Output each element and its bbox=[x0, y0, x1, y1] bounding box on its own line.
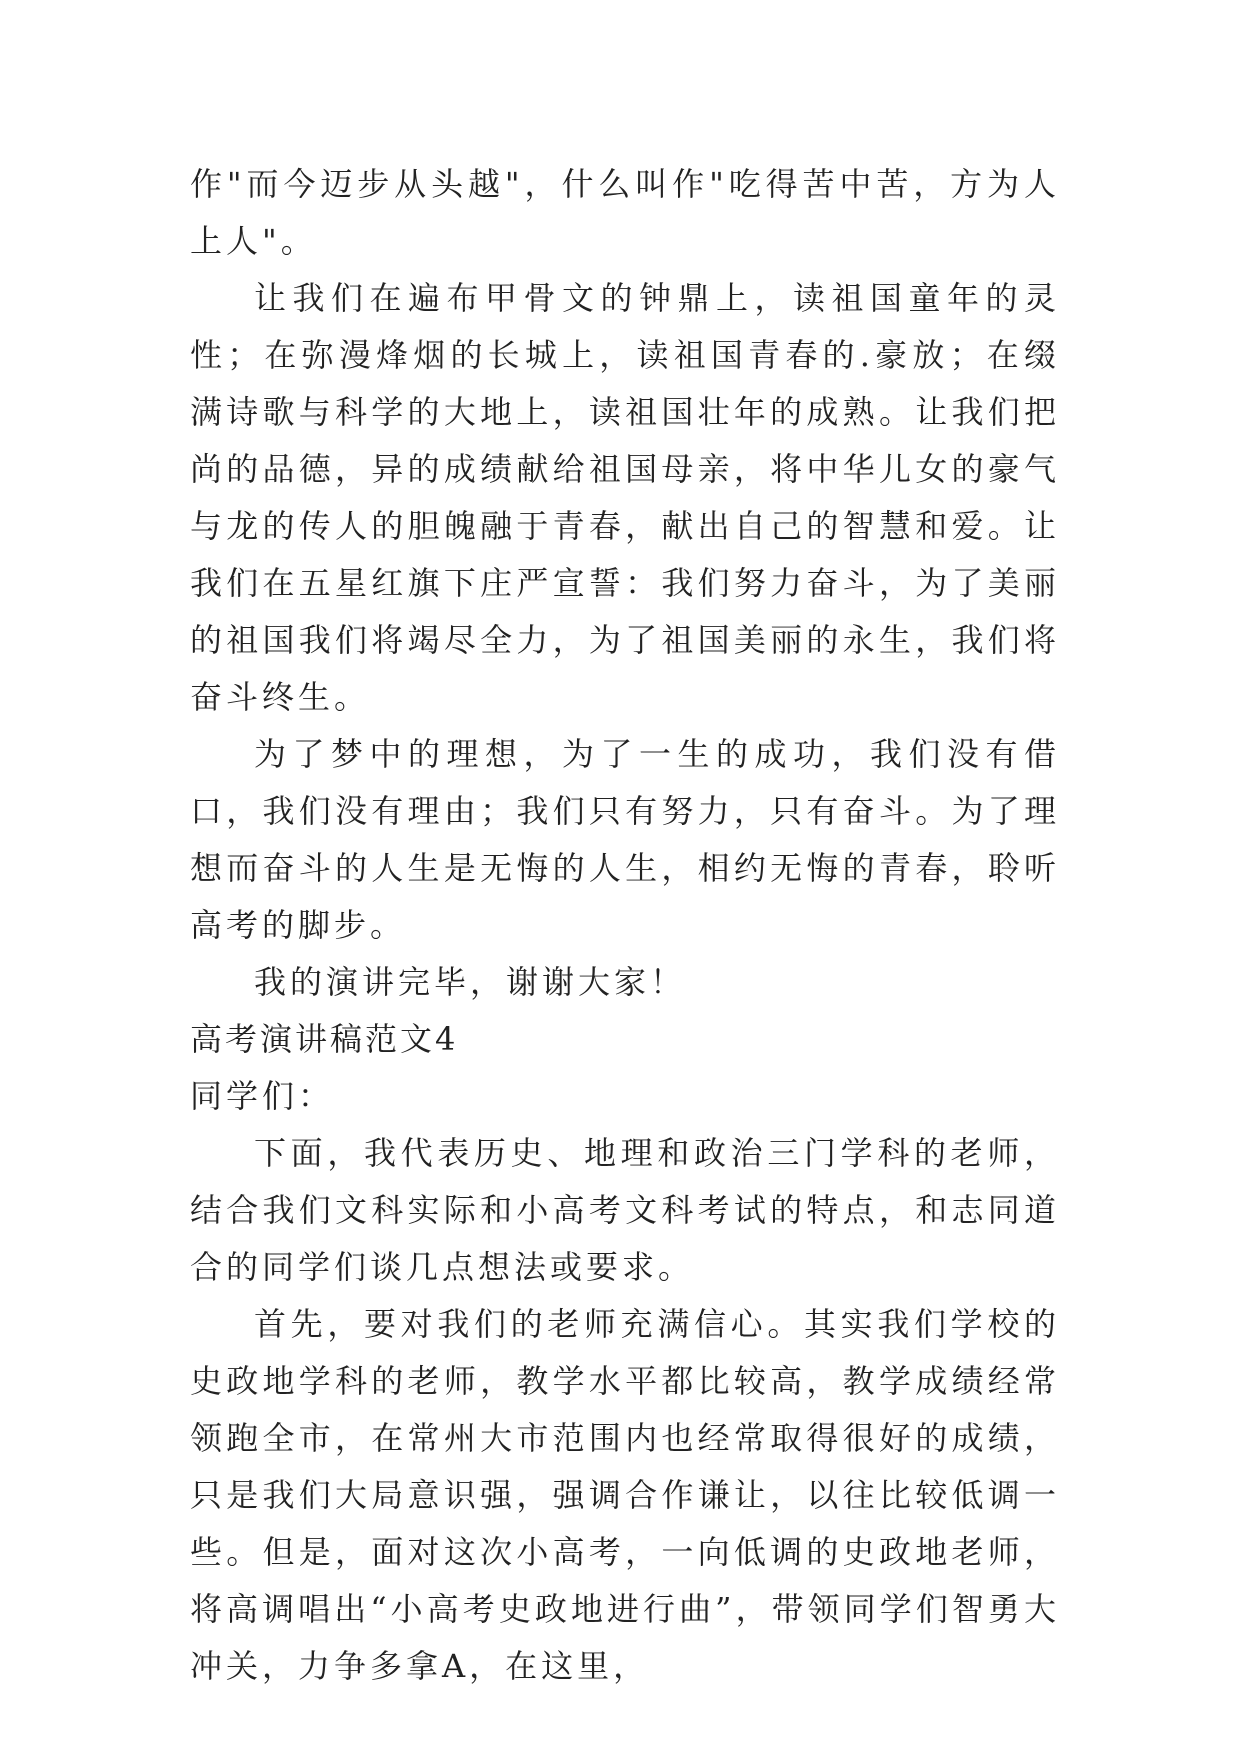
paragraph-intro: 下面，我代表历史、地理和政治三门学科的老师，结合我们文科实际和小高考文科考试的特点，和志同道合的同学们谈几点想法或要求。 bbox=[190, 1134, 1060, 1286]
paragraph-motherland: 让我们在遍布甲骨文的钟鼎上，读祖国童年的灵性；在弥漫烽烟的长城上，读祖国青春的.豪放；在缀满诗歌与科学的大地上，读祖国壮年的成熟。让我们把尚的品德，异的成绩献给祖国母亲，将中华儿女的豪气与龙的传人的胆魄融于青春，献出自己的智慧和爱。让我们在五星红旗下庄严宣誓：我们努力奋斗，为了美丽的祖国我们将竭尽全力，为了祖国美丽的永生，我们将奋斗终生。 bbox=[190, 279, 1060, 716]
document-body bbox=[190, 156, 1060, 1695]
paragraph-continuation: 作"而今迈步从头越"，什么叫作"吃得苦中苦，方为人上人"。 bbox=[190, 165, 1060, 260]
paragraph-closing: 我的演讲完毕，谢谢大家！ bbox=[254, 963, 687, 1001]
salutation: 同学们： bbox=[190, 1077, 335, 1115]
paragraph-first-point: 首先，要对我们的老师充满信心。其实我们学校的史政地学科的老师，教学水平都比较高，教学成绩经常领跑全市，在常州大市范围内也经常取得很好的成绩，只是我们大局意识强，强调合作谦让，以往比较低调一些。但是，面对这次小高考，一向低调的史政地老师，将高调唱出“小高考史政地进行曲”，带领同学们智勇大冲关，力争多拿A，在这里， bbox=[190, 1305, 1060, 1685]
section-heading: 高考演讲稿范文4 bbox=[190, 1020, 459, 1058]
paragraph-dream: 为了梦中的理想，为了一生的成功，我们没有借口，我们没有理由；我们只有努力，只有奋斗。为了理想而奋斗的人生是无悔的人生，相约无悔的青春，聆听高考的脚步。 bbox=[190, 735, 1060, 944]
